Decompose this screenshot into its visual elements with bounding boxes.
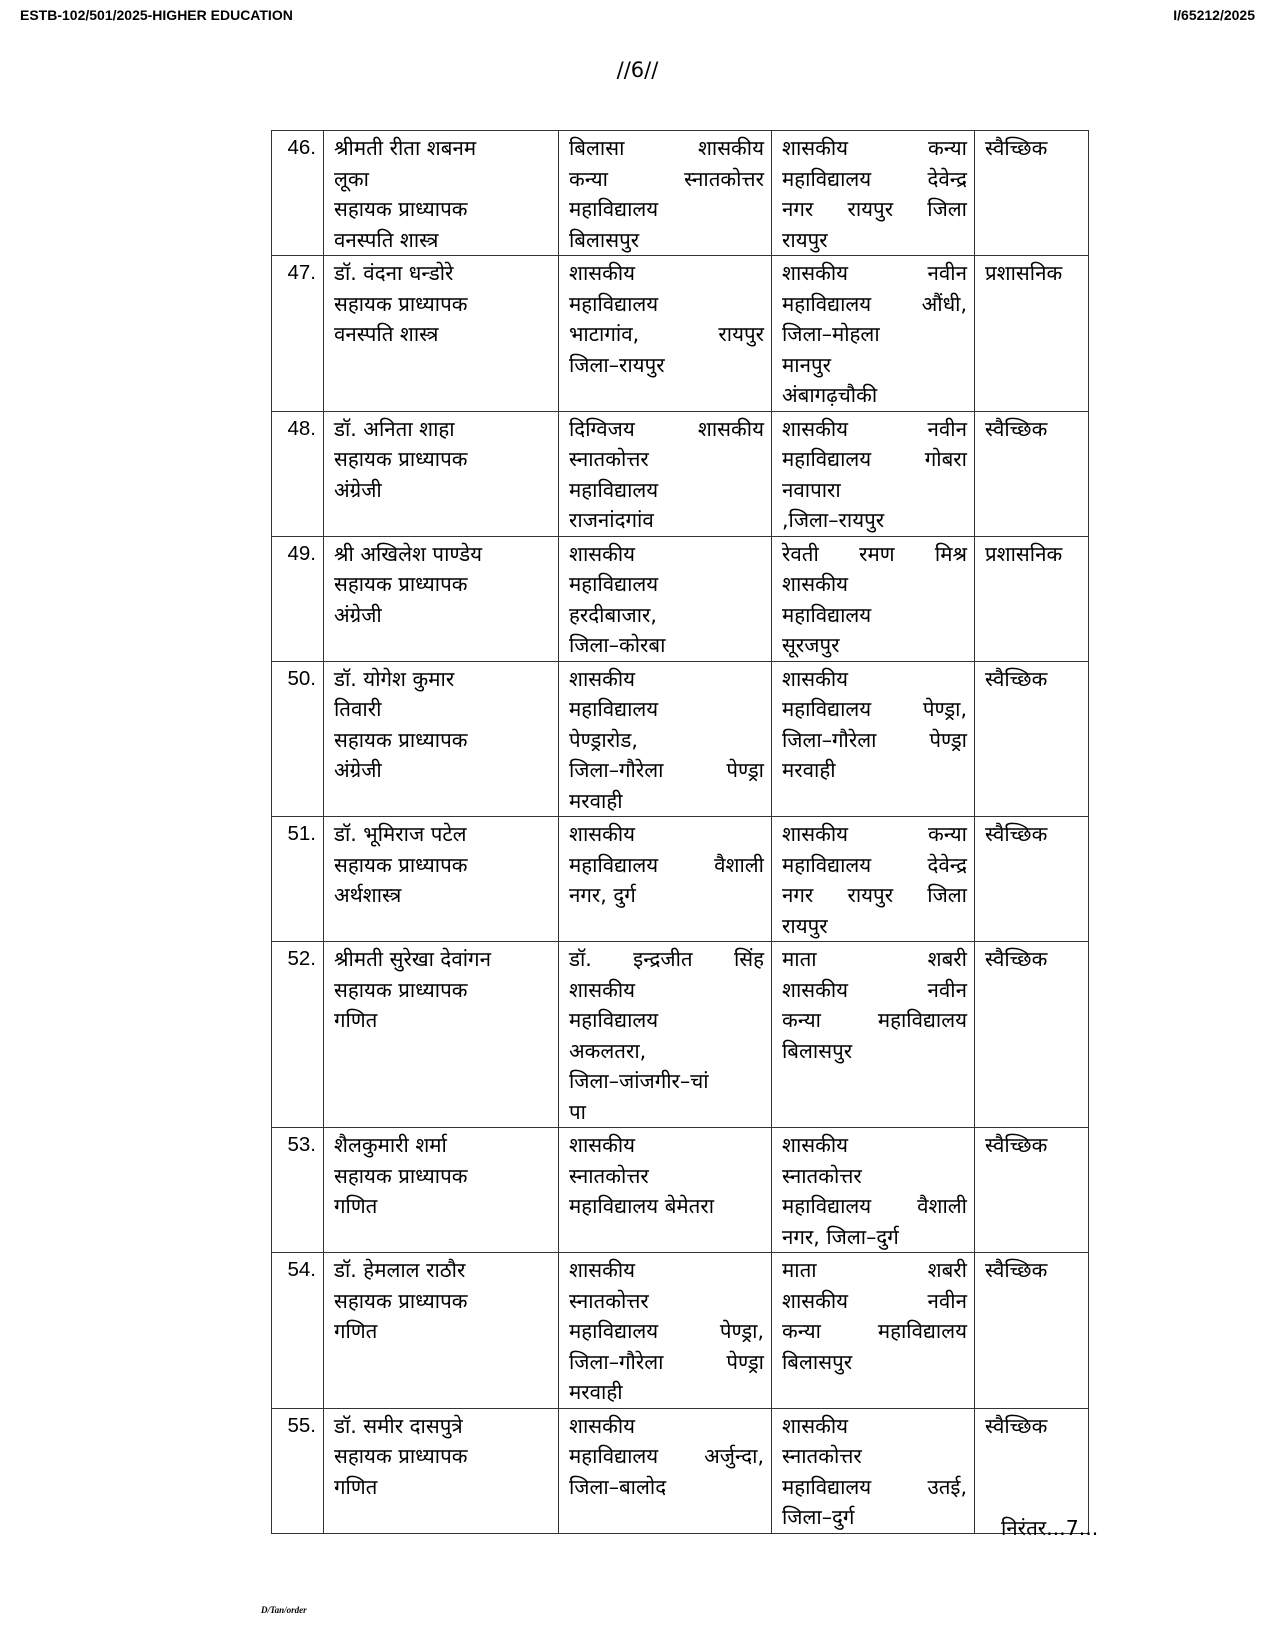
table-row: [272, 817, 1089, 942]
employee-name-line: गणित: [334, 1474, 378, 1499]
employee-name: [324, 661, 559, 817]
employee-name-line: डॉ. योगेश कुमार: [334, 666, 455, 691]
employee-name: [324, 942, 559, 1128]
current-posting-line: जिला–गौरेला पेण्ड्रा: [569, 1349, 764, 1374]
employee-name-line: श्रीमती सुरेखा देवांगन: [334, 947, 491, 971]
footer-note: D/Tan/order: [261, 1605, 307, 1615]
current-posting-line: जिला–गौरेला पेण्ड्रा: [569, 758, 764, 782]
new-posting-line: महाविद्यालय औंधी,: [782, 291, 967, 316]
current-posting-line: बिलासा शासकीय: [569, 136, 764, 160]
new-posting: [772, 1408, 975, 1533]
new-posting-line: शासकीय: [782, 1413, 849, 1438]
transfer-type: स्वैच्छिक: [975, 131, 1089, 256]
transfer-table: [271, 130, 1089, 1534]
new-posting-line: शासकीय: [782, 666, 849, 691]
new-posting-line: शासकीय: [782, 1133, 849, 1157]
current-posting-line: शासकीय: [569, 261, 636, 285]
employee-name-line: सहायक प्राध्यापक: [334, 1288, 468, 1313]
page-number: //6//: [616, 58, 659, 82]
table-row: [272, 536, 1089, 661]
current-posting-line: महाविद्यालय वैशाली: [569, 852, 764, 877]
new-posting-line: नगर रायपुर जिला: [782, 197, 967, 221]
new-posting-line: मरवाही: [782, 758, 836, 782]
new-posting-line: महाविद्यालय: [782, 602, 872, 627]
transfer-type: स्वैच्छिक: [975, 817, 1089, 942]
employee-name-line: डॉ. समीर दासपुत्रे: [334, 1413, 463, 1438]
serial-number: 53.: [272, 1128, 324, 1253]
new-posting: [772, 1128, 975, 1253]
new-posting-line: बिलासपुर: [782, 1349, 853, 1374]
new-posting-line: शासकीय नवीन: [782, 416, 967, 441]
employee-name: [324, 411, 559, 536]
transfer-type: स्वैच्छिक: [975, 942, 1089, 1128]
table-row: [272, 661, 1089, 817]
current-posting-line: दिग्विजय शासकीय: [569, 416, 764, 441]
current-posting-line: स्नातकोत्तर: [569, 447, 649, 471]
new-posting-line: रायपुर: [782, 913, 828, 938]
new-posting-line: शासकीय: [782, 572, 849, 596]
employee-name-line: डॉ. हेमलाल राठौर: [334, 1258, 466, 1282]
current-posting-line: महाविद्यालय बेमेतरा: [569, 1194, 715, 1218]
new-posting-line: महाविद्यालय गोबरा: [782, 447, 967, 471]
new-posting: [772, 411, 975, 536]
new-posting-line: नगर रायपुर जिला: [782, 883, 967, 907]
new-posting-line: सूरजपुर: [782, 633, 840, 657]
current-posting-line: स्नातकोत्तर: [569, 1163, 649, 1188]
new-posting-line: रेवती रमण मिश्र: [782, 541, 967, 566]
current-posting-line: कन्या स्नातकोत्तर: [569, 166, 764, 191]
file-reference: ESTB-102/501/2025-HIGHER EDUCATION: [20, 7, 293, 23]
current-posting-line: शासकीय: [569, 1258, 636, 1282]
transfer-type: स्वैच्छिक: [975, 1128, 1089, 1253]
table-row: [272, 131, 1089, 256]
current-posting-line: शासकीय: [569, 977, 636, 1002]
continued-note: निरंतर...7...: [1001, 1516, 1099, 1540]
current-posting-line: शासकीय: [569, 541, 636, 566]
employee-name-line: सहायक प्राध्यापक: [334, 852, 468, 877]
current-posting-line: अकलतरा,: [569, 1038, 647, 1063]
current-posting-line: महाविद्यालय अर्जुन्दा,: [569, 1444, 764, 1468]
new-posting-line: मानपुर: [782, 352, 831, 377]
new-posting-line: स्नातकोत्तर: [782, 1444, 862, 1468]
employee-name-line: गणित: [334, 1194, 378, 1218]
current-posting-line: शासकीय: [569, 822, 636, 846]
employee-name-line: अंग्रेजी: [334, 477, 382, 502]
employee-name: [324, 1128, 559, 1253]
new-posting-line: नगर, जिला–दुर्ग: [782, 1224, 899, 1249]
transfer-type: प्रशासनिक: [975, 256, 1089, 412]
table-row: [272, 256, 1089, 412]
current-posting: [559, 1408, 772, 1533]
new-posting-line: शासकीय नवीन: [782, 1288, 967, 1313]
current-posting: [559, 942, 772, 1128]
current-posting-line: शासकीय: [569, 1133, 636, 1157]
current-posting-line: हरदीबाजार,: [569, 602, 657, 627]
employee-name: [324, 536, 559, 661]
employee-name-line: शैलकुमारी शर्मा: [334, 1133, 447, 1157]
table-row: [272, 1253, 1089, 1409]
new-posting: [772, 661, 975, 817]
new-posting: [772, 536, 975, 661]
new-posting-line: महाविद्यालय देवेन्द्र: [782, 166, 967, 191]
current-posting-line: बिलासपुर: [569, 227, 640, 252]
current-posting-line: महाविद्यालय: [569, 572, 659, 596]
transfer-type: स्वैच्छिक: [975, 1253, 1089, 1409]
employee-name-line: श्री अखिलेश पाण्डेय: [334, 541, 482, 566]
current-posting: [559, 131, 772, 256]
employee-name-line: श्रीमती रीता शबनम: [334, 136, 477, 160]
new-posting-line: माता शबरी: [782, 947, 967, 971]
serial-number: 51.: [272, 817, 324, 942]
employee-name-line: सहायक प्राध्यापक: [334, 447, 468, 471]
employee-name-line: तिवारी: [334, 697, 382, 721]
employee-name-line: वनस्पति शास्त्र: [334, 227, 439, 252]
current-posting-line: डॉ. इन्द्रजीत सिंह: [569, 947, 764, 971]
new-posting-line: जिला–दुर्ग: [782, 1505, 855, 1529]
new-posting: [772, 131, 975, 256]
new-posting-line: महाविद्यालय पेण्ड्रा,: [782, 697, 967, 721]
new-posting-line: बिलासपुर: [782, 1038, 853, 1063]
current-posting-line: जिला–बालोद: [569, 1474, 667, 1499]
new-posting-line: माता शबरी: [782, 1258, 967, 1282]
employee-name: [324, 131, 559, 256]
current-posting-line: राजनांदगांव: [569, 508, 654, 532]
employee-name-line: गणित: [334, 1008, 378, 1032]
table-row: [272, 1128, 1089, 1253]
current-posting: [559, 536, 772, 661]
current-posting-line: मरवाही: [569, 1380, 623, 1404]
current-posting-line: जिला–रायपुर: [569, 352, 665, 377]
current-posting-line: भाटागांव, रायपुर: [569, 322, 764, 346]
new-posting-line: महाविद्यालय उतई,: [782, 1474, 967, 1499]
employee-name-line: अंग्रेजी: [334, 758, 382, 782]
current-posting-line: पेण्ड्रारोड,: [569, 727, 638, 752]
employee-name-line: सहायक प्राध्यापक: [334, 291, 468, 316]
transfer-type: स्वैच्छिक: [975, 411, 1089, 536]
employee-name: [324, 1253, 559, 1409]
transfer-type: स्वैच्छिक: [975, 661, 1089, 817]
new-posting-line: जिला–गौरेला पेण्ड्रा: [782, 727, 967, 752]
employee-name: [324, 1408, 559, 1533]
current-posting-line: महाविद्यालय: [569, 1008, 659, 1032]
current-posting-line: महाविद्यालय: [569, 197, 659, 221]
table-row: [272, 942, 1089, 1128]
new-posting-line: कन्या महाविद्यालय: [782, 1319, 967, 1343]
current-posting: [559, 817, 772, 942]
current-posting-line: जिला–कोरबा: [569, 633, 666, 657]
serial-number: 55.: [272, 1408, 324, 1533]
serial-number: 49.: [272, 536, 324, 661]
serial-number: 47.: [272, 256, 324, 412]
document-number: I/65212/2025: [1173, 7, 1255, 23]
new-posting-line: स्नातकोत्तर: [782, 1163, 862, 1188]
new-posting-line: महाविद्यालय वैशाली: [782, 1194, 967, 1218]
employee-name: [324, 817, 559, 942]
transfer-type: स्वैच्छिक: [975, 1408, 1089, 1533]
new-posting-line: रायपुर: [782, 227, 828, 252]
current-posting-line: महाविद्यालय पेण्ड्रा,: [569, 1319, 764, 1343]
current-posting: [559, 1253, 772, 1409]
current-posting: [559, 411, 772, 536]
employee-name-line: सहायक प्राध्यापक: [334, 727, 468, 752]
employee-name-line: डॉ. अनिता शाहा: [334, 416, 455, 441]
new-posting: [772, 817, 975, 942]
current-posting-line: महाविद्यालय: [569, 291, 659, 316]
employee-name-line: अंग्रेजी: [334, 602, 382, 627]
new-posting-line: शासकीय कन्या: [782, 136, 967, 160]
current-posting-line: शासकीय: [569, 1413, 636, 1438]
new-posting-line: महाविद्यालय देवेन्द्र: [782, 852, 967, 877]
employee-name: [324, 256, 559, 412]
employee-name-line: लूका: [334, 166, 369, 191]
table-row: [272, 1408, 1089, 1533]
employee-name-line: वनस्पति शास्त्र: [334, 322, 439, 346]
serial-number: 52.: [272, 942, 324, 1128]
employee-name-line: सहायक प्राध्यापक: [334, 1163, 468, 1188]
serial-number: 54.: [272, 1253, 324, 1409]
new-posting: [772, 1253, 975, 1409]
current-posting-line: स्नातकोत्तर: [569, 1288, 649, 1313]
transfer-type: प्रशासनिक: [975, 536, 1089, 661]
employee-name-line: सहायक प्राध्यापक: [334, 1444, 468, 1468]
new-posting-line: अंबागढ़चौकी: [782, 383, 878, 407]
employee-name-line: डॉ. भूमिराज पटेल: [334, 822, 467, 846]
new-posting-line: जिला–मोहला: [782, 322, 880, 346]
new-posting-line: शासकीय कन्या: [782, 822, 967, 846]
employee-name-line: सहायक प्राध्यापक: [334, 977, 468, 1002]
new-posting: [772, 256, 975, 412]
employee-name-line: सहायक प्राध्यापक: [334, 197, 468, 221]
employee-name-line: सहायक प्राध्यापक: [334, 572, 468, 596]
current-posting-line: महाविद्यालय: [569, 477, 659, 502]
employee-name-line: डॉ. वंदना धन्डोरे: [334, 261, 454, 285]
current-posting-line: मरवाही: [569, 788, 623, 813]
current-posting: [559, 256, 772, 412]
employee-name-line: गणित: [334, 1319, 378, 1343]
current-posting-line: नगर, दुर्ग: [569, 883, 636, 907]
current-posting-line: पा: [569, 1099, 586, 1124]
employee-name-line: अर्थशास्त्र: [334, 883, 402, 907]
current-posting-line: महाविद्यालय: [569, 697, 659, 721]
new-posting-line: नवापारा: [782, 477, 841, 502]
serial-number: 48.: [272, 411, 324, 536]
current-posting: [559, 1128, 772, 1253]
serial-number: 46.: [272, 131, 324, 256]
table-row: [272, 411, 1089, 536]
serial-number: 50.: [272, 661, 324, 817]
new-posting-line: कन्या महाविद्यालय: [782, 1008, 967, 1032]
new-posting-line: ,जिला–रायपुर: [782, 508, 885, 532]
current-posting: [559, 661, 772, 817]
new-posting-line: शासकीय नवीन: [782, 977, 967, 1002]
new-posting-line: शासकीय नवीन: [782, 261, 967, 285]
current-posting-line: जिला–जांजगीर–चां: [569, 1069, 709, 1093]
current-posting-line: शासकीय: [569, 666, 636, 691]
new-posting: [772, 942, 975, 1128]
